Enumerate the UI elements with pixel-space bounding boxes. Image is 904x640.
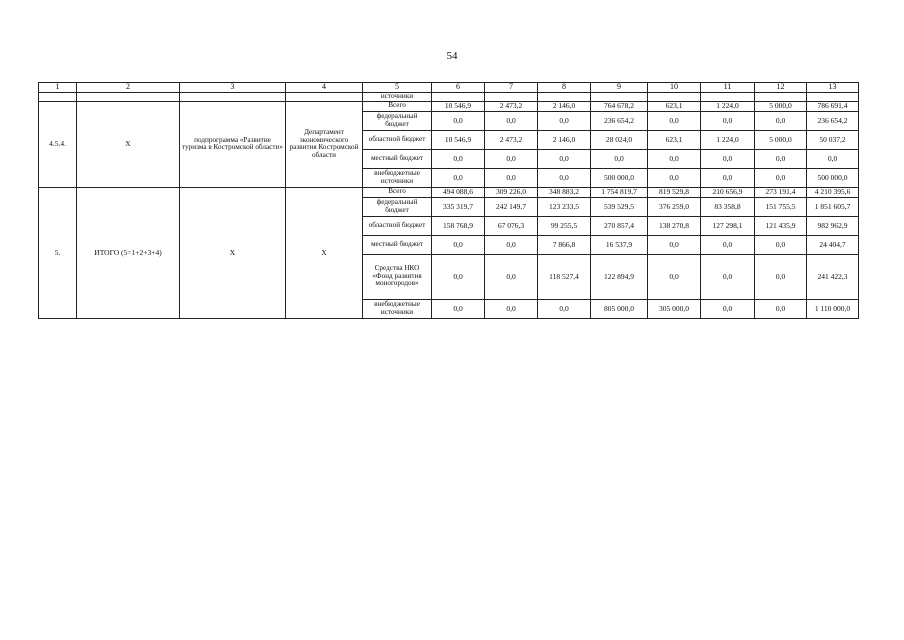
value-cell: 123 233,5: [538, 197, 591, 216]
value-cell: 500 000,0: [591, 168, 648, 187]
value-cell: 0,0: [701, 299, 755, 318]
value-cell: 158 768,9: [432, 216, 485, 235]
value-cell: 5 000,0: [755, 101, 807, 111]
header-cell: 6: [432, 83, 485, 93]
value-cell: 242 149,7: [485, 197, 538, 216]
source-label: Всего: [363, 187, 432, 197]
value-cell: 348 883,2: [538, 187, 591, 197]
value-cell: 982 962,9: [807, 216, 859, 235]
value-cell: 0,0: [538, 111, 591, 130]
value-cell: 0,0: [701, 111, 755, 130]
source-label: федеральный бюджет: [363, 197, 432, 216]
value-cell: 210 656,9: [701, 187, 755, 197]
value-cell: 1 224,0: [701, 130, 755, 149]
value-cell: 309 226,0: [485, 187, 538, 197]
value-cell: 0,0: [755, 299, 807, 318]
value-cell: 118 527,4: [538, 254, 591, 299]
value-cell: 0,0: [432, 254, 485, 299]
value-cell: 122 894,9: [591, 254, 648, 299]
value-cell: 50 037,2: [807, 130, 859, 149]
value-cell: 0,0: [538, 149, 591, 168]
value-cell: 0,0: [538, 299, 591, 318]
value-cell: 0,0: [755, 235, 807, 254]
value-cell: 0,0: [755, 254, 807, 299]
value-cell: 786 691,4: [807, 101, 859, 111]
source-label: Всего: [363, 101, 432, 111]
value-cell: 805 000,0: [591, 299, 648, 318]
value-cell: 0,0: [701, 235, 755, 254]
header-cell: 10: [648, 83, 701, 93]
value-cell: 500 000,0: [807, 168, 859, 187]
value-cell: 10 546,9: [432, 101, 485, 111]
value-cell: 0,0: [485, 111, 538, 130]
source-label: местный бюджет: [363, 149, 432, 168]
value-cell: 16 537,9: [591, 235, 648, 254]
value-cell: 0,0: [755, 149, 807, 168]
value-cell: 0,0: [485, 235, 538, 254]
header-cell: 8: [538, 83, 591, 93]
value-cell: 1 851 605,7: [807, 197, 859, 216]
value-cell: 0,0: [485, 168, 538, 187]
value-cell: 0,0: [538, 168, 591, 187]
value-cell: 138 270,8: [648, 216, 701, 235]
header-cell: 7: [485, 83, 538, 93]
source-label: областной бюджет: [363, 130, 432, 149]
source-label: внебюджетные источники: [363, 299, 432, 318]
page-number: 54: [446, 50, 458, 62]
header-cell: 5: [363, 83, 432, 93]
table-row: [39, 187, 859, 197]
value-cell: 236 654,2: [807, 111, 859, 130]
value-cell: 0,0: [485, 299, 538, 318]
header-cell: 9: [591, 83, 648, 93]
table-row: [39, 101, 859, 111]
value-cell: 0,0: [432, 235, 485, 254]
header-cell: 1: [39, 83, 77, 93]
source-label: источники: [363, 93, 432, 102]
value-cell: 819 529,8: [648, 187, 701, 197]
row-col3: Х: [180, 187, 286, 318]
value-cell: 0,0: [755, 111, 807, 130]
value-cell: 0,0: [648, 111, 701, 130]
header-cell: 3: [180, 83, 286, 93]
value-cell: 83 358,8: [701, 197, 755, 216]
value-cell: 24 404,7: [807, 235, 859, 254]
value-cell: 67 076,3: [485, 216, 538, 235]
value-cell: 0,0: [648, 254, 701, 299]
value-cell: 10 546,9: [432, 130, 485, 149]
value-cell: 539 529,5: [591, 197, 648, 216]
value-cell: 0,0: [432, 111, 485, 130]
source-label: федеральный бюджет: [363, 111, 432, 130]
row-number: 5.: [39, 187, 77, 318]
value-cell: 2 473,2: [485, 130, 538, 149]
value-cell: 121 435,9: [755, 216, 807, 235]
value-cell: 0,0: [432, 149, 485, 168]
value-cell: 5 000,0: [755, 130, 807, 149]
value-cell: 0,0: [701, 254, 755, 299]
value-cell: 376 259,0: [648, 197, 701, 216]
header-cell: 13: [807, 83, 859, 93]
value-cell: 270 857,4: [591, 216, 648, 235]
continuation-row: [39, 93, 859, 102]
header-row: [39, 83, 859, 93]
value-cell: 0,0: [485, 149, 538, 168]
value-cell: 273 191,4: [755, 187, 807, 197]
value-cell: 127 298,1: [701, 216, 755, 235]
value-cell: 241 422,3: [807, 254, 859, 299]
value-cell: 99 255,5: [538, 216, 591, 235]
value-cell: 764 678,2: [591, 101, 648, 111]
header-cell: 4: [286, 83, 363, 93]
value-cell: 0,0: [807, 149, 859, 168]
value-cell: 494 088,6: [432, 187, 485, 197]
value-cell: 2 146,0: [538, 101, 591, 111]
source-label: Средства НКО «Фонд развития моногородов»: [363, 254, 432, 299]
source-label: областной бюджет: [363, 216, 432, 235]
source-label: местный бюджет: [363, 235, 432, 254]
header-cell: 12: [755, 83, 807, 93]
value-cell: 7 866,8: [538, 235, 591, 254]
value-cell: 0,0: [755, 168, 807, 187]
row-number: 4.5.4.: [39, 101, 77, 187]
program-name: подпрограмма «Развитие туризма в Костромской области»: [180, 101, 286, 187]
value-cell: 2 146,0: [538, 130, 591, 149]
value-cell: 28 024,0: [591, 130, 648, 149]
value-cell: 0,0: [432, 168, 485, 187]
value-cell: 151 755,5: [755, 197, 807, 216]
value-cell: 2 473,2: [485, 101, 538, 111]
value-cell: 0,0: [648, 235, 701, 254]
value-cell: 623,1: [648, 101, 701, 111]
value-cell: 1 224,0: [701, 101, 755, 111]
row-col2: Х: [77, 101, 180, 187]
executor-name: Департамент экономического развития Костромской области: [286, 101, 363, 187]
value-cell: 335 319,7: [432, 197, 485, 216]
value-cell: 0,0: [701, 149, 755, 168]
source-label: внебюджетные источники: [363, 168, 432, 187]
header-cell: 2: [77, 83, 180, 93]
value-cell: 236 654,2: [591, 111, 648, 130]
value-cell: 0,0: [701, 168, 755, 187]
value-cell: 0,0: [591, 149, 648, 168]
header-cell: 11: [701, 83, 755, 93]
value-cell: 1 110 000,0: [807, 299, 859, 318]
value-cell: 305 000,0: [648, 299, 701, 318]
value-cell: 0,0: [648, 168, 701, 187]
value-cell: 0,0: [432, 299, 485, 318]
row-col4: Х: [286, 187, 363, 318]
budget-table: [38, 82, 859, 319]
value-cell: 0,0: [648, 149, 701, 168]
value-cell: 623,1: [648, 130, 701, 149]
value-cell: 4 210 395,6: [807, 187, 859, 197]
value-cell: 1 754 819,7: [591, 187, 648, 197]
total-label: ИТОГО (5=1+2+3+4): [77, 187, 180, 318]
value-cell: 0,0: [485, 254, 538, 299]
